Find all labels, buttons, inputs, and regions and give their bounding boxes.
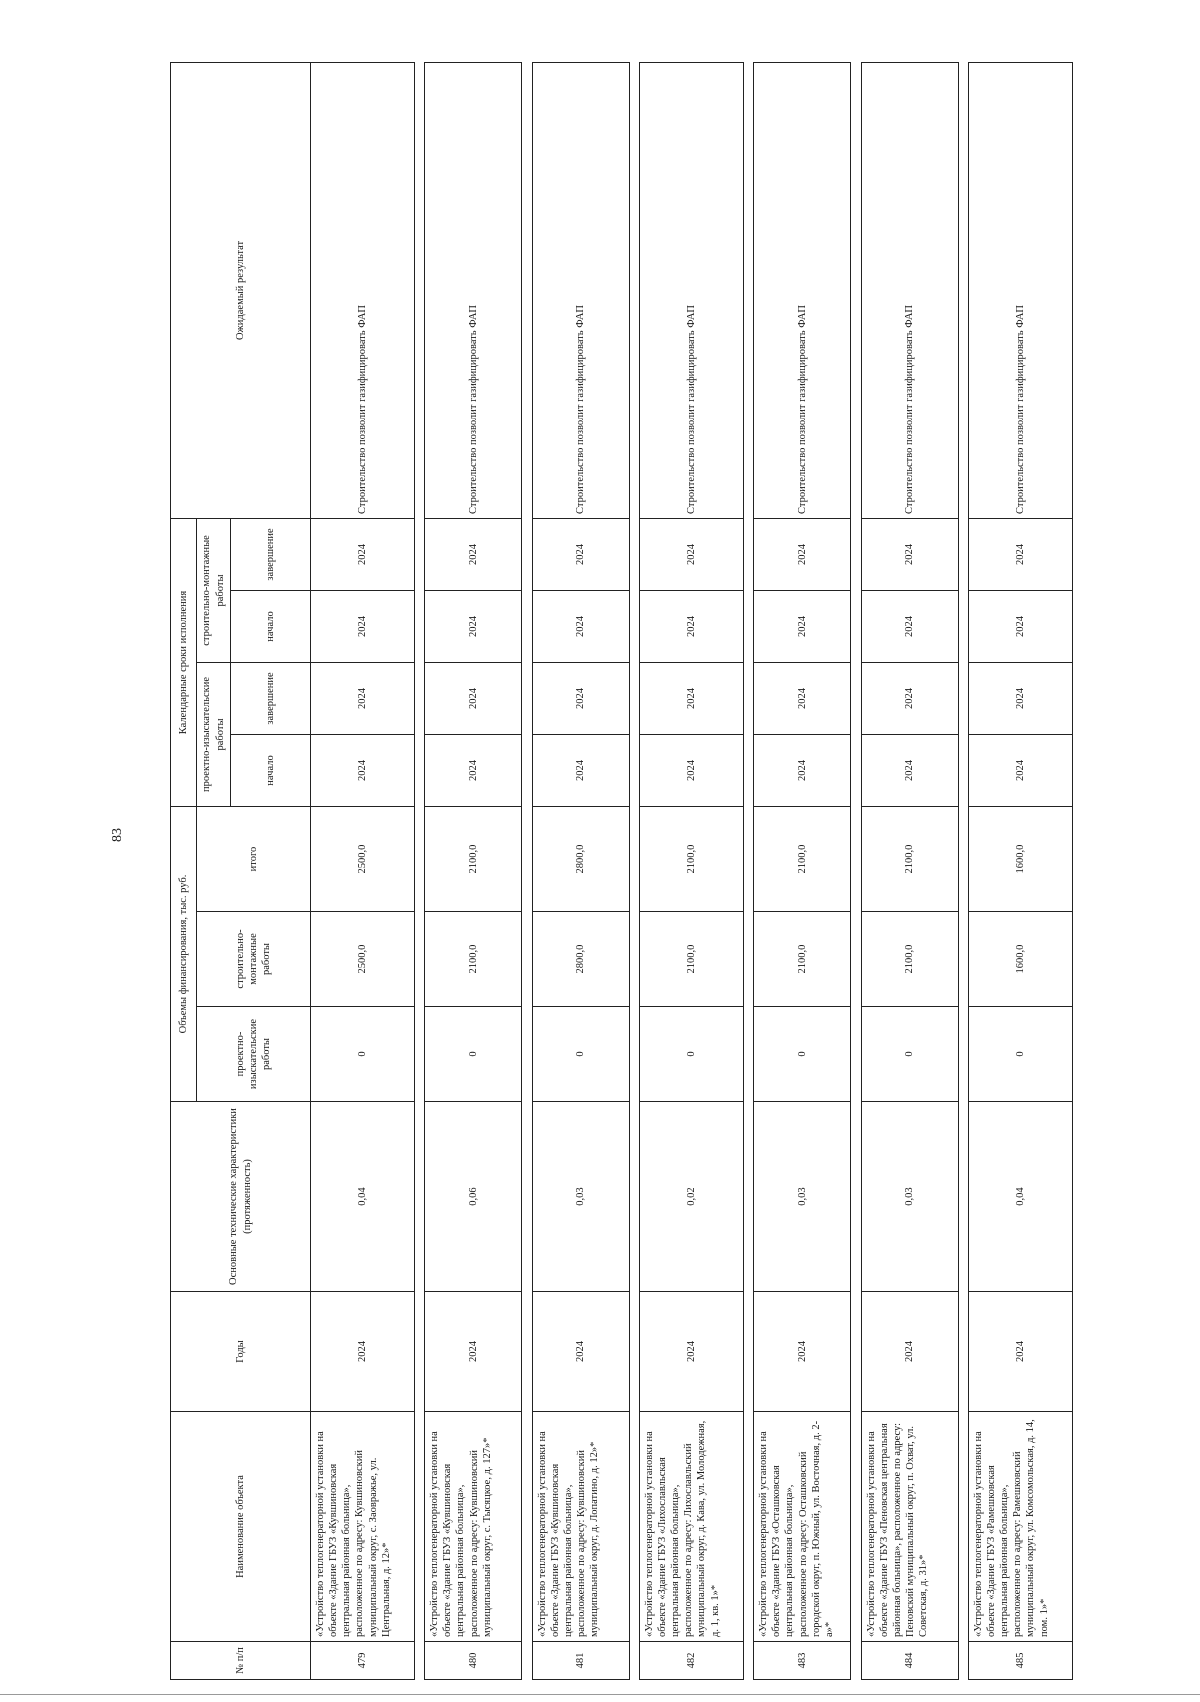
cell-construction-start: 2024 bbox=[968, 590, 1072, 662]
cell-years: 2024 bbox=[968, 1292, 1072, 1412]
table-header bbox=[171, 62, 311, 1679]
cell-name: «Устройство теплогенераторной установки на объекте «Здание ГБУЗ «Рамешковская центральная районная больница», расположенное по адресу: Рамешковский муниципальный округ, ул. Комсомольская, д. 14, пом. 1»* bbox=[968, 1412, 1072, 1642]
table-body bbox=[311, 62, 1073, 1679]
cell-design-end: 2024 bbox=[861, 662, 958, 734]
cell-design-end: 2024 bbox=[532, 662, 629, 734]
cell-design-start: 2024 bbox=[425, 734, 522, 806]
cell-fin-construction: 1600,0 bbox=[968, 912, 1072, 1007]
row-separator bbox=[415, 62, 425, 1679]
cell-fin-design: 0 bbox=[754, 1007, 851, 1102]
cell-design-start: 2024 bbox=[861, 734, 958, 806]
cell-name: «Устройство теплогенераторной установки на объекте «Здание ГБУЗ «Пеновская центральная районная больница», расположенное по адресу: Пеновский муниципальный округ, п. Охват, ул. Советская, д. 31»* bbox=[861, 1412, 958, 1642]
cell-characteristics: 0,03 bbox=[532, 1102, 629, 1292]
header-construction-start: начало bbox=[231, 590, 311, 662]
header-fin-design: проектно-изыскательские работы bbox=[197, 1007, 311, 1102]
cell-construction-end: 2024 bbox=[311, 518, 415, 590]
header-design-end: завершение bbox=[231, 662, 311, 734]
cell-name: «Устройство теплогенераторной установки на объекте «Здание ГБУЗ «Осташковская центральная районная больница», расположенное по адресу: Осташковский городской округ, п. Южный, ул. Восточная, д. 2-а»* bbox=[754, 1412, 851, 1642]
cell-construction-end: 2024 bbox=[861, 518, 958, 590]
cell-result: Строительство позволит газифицировать ФАП bbox=[861, 62, 958, 518]
cell-name: «Устройство теплогенераторной установки на объекте «Здание ГБУЗ «Кувшиновская центральная районная больница», расположенное по адресу: Кувшиновский муниципальный округ, с. Заовражье, ул. Центральная, д. 12»* bbox=[311, 1412, 415, 1642]
row-separator bbox=[743, 62, 753, 1679]
cell-construction-end: 2024 bbox=[639, 518, 743, 590]
cell-fin-construction: 2100,0 bbox=[639, 912, 743, 1007]
investment-table-container bbox=[170, 63, 1073, 1680]
table-row bbox=[425, 62, 522, 1679]
cell-characteristics: 0,03 bbox=[754, 1102, 851, 1292]
row-separator bbox=[629, 62, 639, 1679]
cell-construction-start: 2024 bbox=[532, 590, 629, 662]
scan-edge-line bbox=[0, 1694, 1200, 1695]
cell-construction-end: 2024 bbox=[532, 518, 629, 590]
cell-characteristics: 0,06 bbox=[425, 1102, 522, 1292]
header-name: Наименование объекта bbox=[171, 1412, 311, 1642]
cell-design-start: 2024 bbox=[532, 734, 629, 806]
cell-fin-design: 0 bbox=[425, 1007, 522, 1102]
cell-num: 480 bbox=[425, 1642, 522, 1680]
cell-fin-total: 2100,0 bbox=[425, 806, 522, 911]
cell-construction-end: 2024 bbox=[425, 518, 522, 590]
cell-fin-total: 2100,0 bbox=[861, 806, 958, 911]
cell-fin-design: 0 bbox=[639, 1007, 743, 1102]
cell-name: «Устройство теплогенераторной установки на объекте «Здание ГБУЗ «Лихославльская центральная районная больница», расположенное по адресу: Лихославльский муниципальный округ, д. Кава, ул. Молодежная, д. 1, кв. 1»* bbox=[639, 1412, 743, 1642]
cell-fin-total: 2100,0 bbox=[639, 806, 743, 911]
cell-characteristics: 0,03 bbox=[861, 1102, 958, 1292]
cell-construction-start: 2024 bbox=[754, 590, 851, 662]
cell-characteristics: 0,02 bbox=[639, 1102, 743, 1292]
cell-fin-construction: 2100,0 bbox=[861, 912, 958, 1007]
cell-num: 479 bbox=[311, 1642, 415, 1680]
cell-fin-construction: 2100,0 bbox=[754, 912, 851, 1007]
cell-name: «Устройство теплогенераторной установки на объекте «Здание ГБУЗ «Кувшиновская центральная районная больница», расположенное по адресу: Кувшиновский муниципальный округ, д. Лопатино, д. 12»* bbox=[532, 1412, 629, 1642]
cell-construction-start: 2024 bbox=[311, 590, 415, 662]
cell-years: 2024 bbox=[532, 1292, 629, 1412]
cell-num: 484 bbox=[861, 1642, 958, 1680]
header-schedule: Календарные сроки исполнения bbox=[171, 518, 197, 806]
table-row bbox=[311, 62, 415, 1679]
row-separator bbox=[522, 62, 532, 1679]
cell-fin-design: 0 bbox=[968, 1007, 1072, 1102]
cell-years: 2024 bbox=[754, 1292, 851, 1412]
header-sched-construction: строительно-монтажные работы bbox=[197, 518, 231, 662]
cell-fin-construction: 2100,0 bbox=[425, 912, 522, 1007]
cell-design-start: 2024 bbox=[968, 734, 1072, 806]
cell-result: Строительство позволит газифицировать ФАП bbox=[532, 62, 629, 518]
cell-characteristics: 0,04 bbox=[968, 1102, 1072, 1292]
cell-result: Строительство позволит газифицировать ФАП bbox=[639, 62, 743, 518]
cell-result: Строительство позволит газифицировать ФАП bbox=[754, 62, 851, 518]
header-design-start: начало bbox=[231, 734, 311, 806]
header-years: Годы bbox=[171, 1292, 311, 1412]
header-sched-design: проектно-изыскательские работы bbox=[197, 662, 231, 806]
table-row bbox=[861, 62, 958, 1679]
cell-fin-design: 0 bbox=[311, 1007, 415, 1102]
cell-design-start: 2024 bbox=[639, 734, 743, 806]
cell-num: 483 bbox=[754, 1642, 851, 1680]
header-result: Ожидаемый результат bbox=[171, 62, 311, 518]
row-separator bbox=[958, 62, 968, 1679]
cell-fin-total: 2500,0 bbox=[311, 806, 415, 911]
cell-design-end: 2024 bbox=[968, 662, 1072, 734]
cell-design-end: 2024 bbox=[311, 662, 415, 734]
cell-fin-total: 2800,0 bbox=[532, 806, 629, 911]
page-number: 83 bbox=[110, 828, 125, 842]
cell-design-end: 2024 bbox=[754, 662, 851, 734]
cell-design-end: 2024 bbox=[425, 662, 522, 734]
investment-table bbox=[170, 62, 1073, 1680]
cell-construction-start: 2024 bbox=[861, 590, 958, 662]
cell-num: 482 bbox=[639, 1642, 743, 1680]
header-num: № п/п bbox=[171, 1642, 311, 1680]
cell-construction-start: 2024 bbox=[425, 590, 522, 662]
header-financing: Объемы финансирования, тыс. руб. bbox=[171, 806, 197, 1101]
cell-result: Строительство позволит газифицировать ФАП bbox=[968, 62, 1072, 518]
cell-construction-end: 2024 bbox=[754, 518, 851, 590]
cell-characteristics: 0,04 bbox=[311, 1102, 415, 1292]
cell-construction-end: 2024 bbox=[968, 518, 1072, 590]
cell-years: 2024 bbox=[311, 1292, 415, 1412]
cell-fin-total: 2100,0 bbox=[754, 806, 851, 911]
cell-fin-design: 0 bbox=[532, 1007, 629, 1102]
table-row bbox=[639, 62, 743, 1679]
header-fin-construction: строительно-монтажные работы bbox=[197, 912, 311, 1007]
header-construction-end: завершение bbox=[231, 518, 311, 590]
cell-years: 2024 bbox=[639, 1292, 743, 1412]
cell-num: 485 bbox=[968, 1642, 1072, 1680]
cell-fin-total: 1600,0 bbox=[968, 806, 1072, 911]
cell-result: Строительство позволит газифицировать ФАП bbox=[311, 62, 415, 518]
header-fin-total: итого bbox=[197, 806, 311, 911]
cell-name: «Устройство теплогенераторной установки на объекте «Здание ГБУЗ «Кувшиновская центральная районная больница», расположенное по адресу: Кувшиновский муниципальный округ, с. Тысяцкое, д. 127»* bbox=[425, 1412, 522, 1642]
cell-fin-construction: 2500,0 bbox=[311, 912, 415, 1007]
cell-design-start: 2024 bbox=[754, 734, 851, 806]
table-row bbox=[754, 62, 851, 1679]
cell-years: 2024 bbox=[425, 1292, 522, 1412]
table-row bbox=[532, 62, 629, 1679]
cell-design-end: 2024 bbox=[639, 662, 743, 734]
cell-design-start: 2024 bbox=[311, 734, 415, 806]
table-row bbox=[968, 62, 1072, 1679]
header-characteristics: Основные технические характеристики (протяженность) bbox=[171, 1102, 311, 1292]
cell-construction-start: 2024 bbox=[639, 590, 743, 662]
row-separator bbox=[851, 62, 861, 1679]
cell-fin-construction: 2800,0 bbox=[532, 912, 629, 1007]
cell-years: 2024 bbox=[861, 1292, 958, 1412]
cell-num: 481 bbox=[532, 1642, 629, 1680]
cell-fin-design: 0 bbox=[861, 1007, 958, 1102]
cell-result: Строительство позволит газифицировать ФАП bbox=[425, 62, 522, 518]
